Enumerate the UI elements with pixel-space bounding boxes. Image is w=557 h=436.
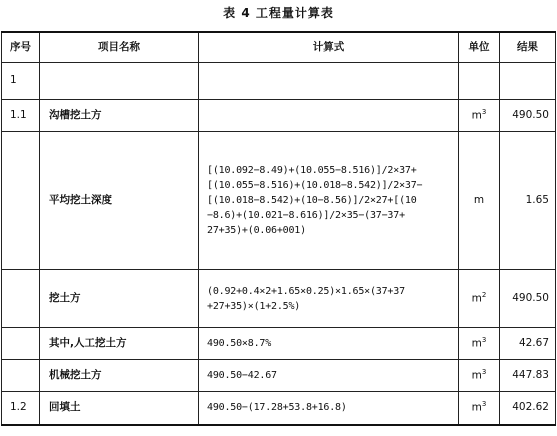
unit-superscript: 3 bbox=[481, 400, 487, 409]
cell-seq: 1.1 bbox=[2, 100, 40, 132]
cell-formula bbox=[199, 270, 459, 328]
cell-item: 挖土方 bbox=[40, 270, 199, 328]
formula-line: 490.50×8.7% bbox=[207, 338, 272, 349]
header-row bbox=[2, 32, 556, 63]
cell-result: 447.83 bbox=[500, 360, 556, 392]
table-body bbox=[2, 63, 556, 425]
cell-formula bbox=[199, 392, 459, 425]
cell-formula bbox=[199, 360, 459, 392]
header-seq: 序号 bbox=[2, 32, 40, 63]
formula-line: [(10.055−8.516)+(10.018−8.542)]/2×37− bbox=[207, 180, 423, 191]
header-item: 项目名称 bbox=[40, 32, 199, 63]
cell-item: 沟槽挖土方 bbox=[40, 100, 199, 132]
formula-line: [(10.018−8.542)+(10−8.56)]/2×27+[(10 bbox=[207, 195, 417, 206]
cell-result: 490.50 bbox=[500, 270, 556, 328]
cell-seq bbox=[2, 132, 40, 270]
formula-line: −8.6)+(10.021−8.616)]/2×35−(37−37+ bbox=[207, 210, 405, 221]
unit-superscript: 2 bbox=[481, 290, 487, 299]
cell-item: 其中,人工挖土方 bbox=[40, 328, 199, 360]
cell-item: 回填土 bbox=[40, 392, 199, 425]
quantity-calculation-table bbox=[1, 31, 556, 426]
cell-formula bbox=[199, 132, 459, 270]
unit-superscript: 3 bbox=[481, 335, 487, 344]
header-result: 结果 bbox=[500, 32, 556, 63]
table-row bbox=[2, 100, 556, 132]
cell-seq bbox=[2, 360, 40, 392]
cell-formula bbox=[199, 63, 459, 100]
formula-line: +27+35)×(1+2.5%) bbox=[207, 300, 301, 312]
table-row bbox=[2, 63, 556, 100]
cell-item: 机械挖土方 bbox=[40, 360, 199, 392]
cell-result: 42.67 bbox=[500, 328, 556, 360]
unit-superscript: 3 bbox=[481, 107, 487, 116]
unit-superscript: 3 bbox=[481, 367, 487, 376]
cell-unit: $m^3$ bbox=[459, 392, 500, 425]
header-unit: 单位 bbox=[459, 32, 500, 63]
cell-result bbox=[500, 63, 556, 100]
cell-formula bbox=[199, 328, 459, 360]
cell-seq: 1 bbox=[2, 63, 40, 100]
cell-formula bbox=[199, 100, 459, 132]
cell-item: 平均挖土深度 bbox=[40, 132, 199, 270]
formula-line: 27+35)+(0.06+001) bbox=[207, 225, 306, 236]
cell-item bbox=[40, 63, 199, 100]
cell-result: 490.50 bbox=[500, 100, 556, 132]
table-row bbox=[2, 360, 556, 392]
header-formula: 计算式 bbox=[199, 32, 459, 63]
table-row bbox=[2, 270, 556, 328]
cell-unit: $m^3$ bbox=[459, 360, 500, 392]
cell-result: 402.62 bbox=[500, 392, 556, 425]
cell-unit: $m^3$ bbox=[459, 100, 500, 132]
formula-line: [(10.092−8.49)+(10.055−8.516)]/2×37+ bbox=[207, 165, 417, 176]
cell-seq: 1.2 bbox=[2, 392, 40, 425]
table-row bbox=[2, 328, 556, 360]
formula-line: 490.50−(17.28+53.8+16.8) bbox=[207, 402, 347, 414]
cell-seq bbox=[2, 270, 40, 328]
formula-line: (0.92+0.4×2+1.65×0.25)×1.65×(37+37 bbox=[207, 285, 405, 297]
cell-unit: m bbox=[459, 132, 500, 270]
cell-unit bbox=[459, 63, 500, 100]
table-row bbox=[2, 392, 556, 425]
table-caption: 表 4 工程量计算表 bbox=[223, 6, 334, 20]
cell-unit: $m^2$ bbox=[459, 270, 500, 328]
cell-result: 1.65 bbox=[500, 132, 556, 270]
cell-unit: $m^3$ bbox=[459, 328, 500, 360]
formula-line: 490.50−42.67 bbox=[207, 370, 277, 381]
table-row bbox=[2, 132, 556, 270]
cell-seq bbox=[2, 328, 40, 360]
